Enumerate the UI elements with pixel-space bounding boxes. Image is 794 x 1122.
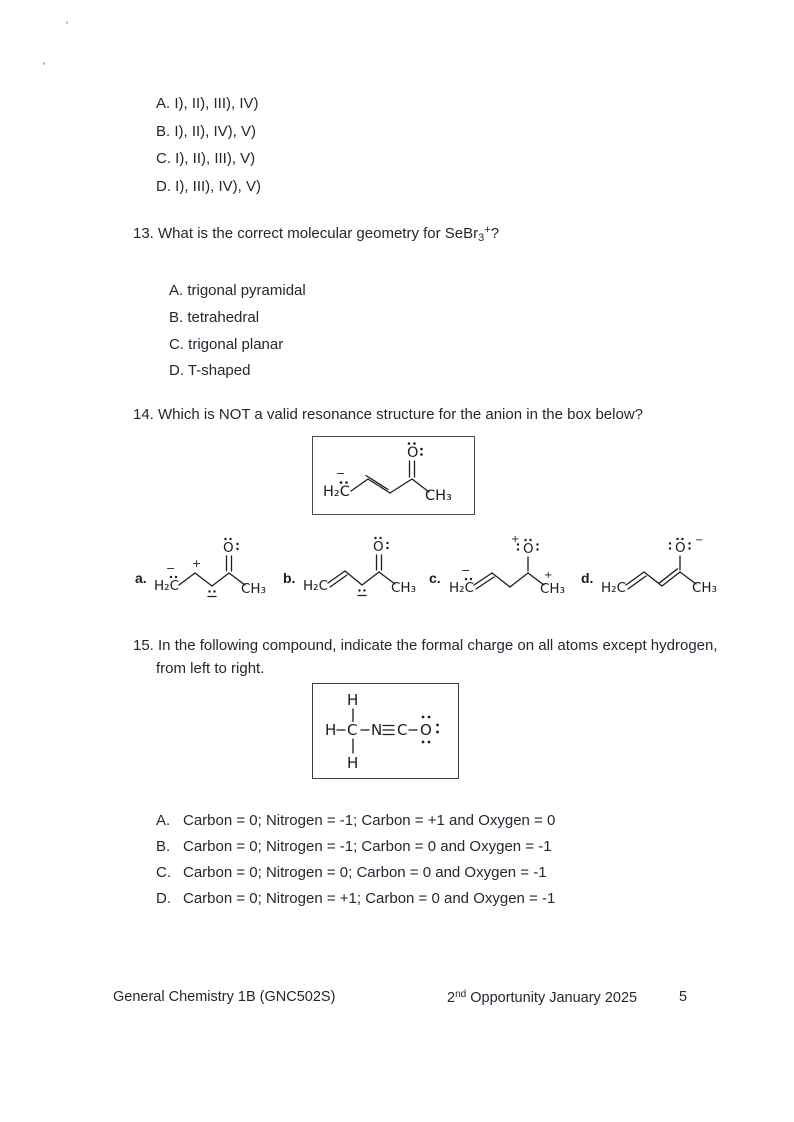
skeletal-bonds	[626, 556, 696, 589]
q14-option-c-letter: c.	[429, 570, 441, 586]
q12-option-d: D. I), III), IV), V)	[156, 177, 261, 195]
q15-option-b-letter: B.	[156, 838, 171, 855]
q14-option-a-structure	[152, 534, 280, 606]
skeletal-bonds	[351, 461, 429, 493]
footer-exam-number: 2	[447, 990, 456, 1006]
footer-page-number: 5	[679, 989, 688, 1005]
question-15-text-line2: from left to right.	[156, 660, 265, 677]
question-13-text	[133, 224, 499, 244]
charge-minus: −	[166, 562, 176, 575]
q15-option-c	[156, 864, 547, 881]
atom-label-h2c: H₂C	[154, 578, 179, 594]
atom-label-h-left: H	[325, 721, 337, 739]
q15-option-d-letter: D.	[156, 890, 171, 907]
q12-option-a: A. I), II), III), IV)	[156, 95, 259, 112]
q15-option-b	[156, 838, 552, 855]
q14-option-d-letter: d.	[581, 570, 594, 586]
q14-anion-box	[312, 436, 475, 515]
q15-option-c-letter: C.	[156, 864, 171, 881]
q13-text-suffix: ?	[490, 225, 500, 242]
atom-label-h2c: H₂C	[601, 580, 626, 596]
footer-exam-ordinal: nd	[455, 989, 467, 1000]
atom-label-ch3: CH₃	[425, 488, 452, 504]
skeletal-bonds	[474, 557, 544, 589]
q15-compound-box	[312, 683, 459, 779]
q15-option-d	[156, 890, 555, 907]
q14-option-c-structure	[447, 534, 579, 606]
charge-minus: −	[461, 564, 471, 577]
atom-label-o: O	[407, 445, 419, 461]
charge-minus: −	[336, 467, 346, 480]
atom-label-o: O	[675, 540, 686, 556]
scan-speck	[66, 21, 68, 24]
question-14-text: 14. Which is NOT a valid resonance structure for the anion in the box below?	[133, 406, 643, 423]
question-13-options	[169, 278, 306, 385]
q15-option-d-text: Carbon = 0; Nitrogen = +1; Carbon = 0 and Oxygen = -1	[183, 890, 556, 907]
atom-label-o: O	[523, 541, 534, 557]
charge-plus: +	[192, 557, 202, 570]
q13-option-a: A. trigonal pyramidal	[169, 282, 306, 299]
question-12-options	[156, 90, 261, 200]
q13-option-c: C. trigonal planar	[169, 335, 284, 353]
atom-label-ch3: CH₃	[391, 580, 416, 596]
skeletal-bonds	[179, 556, 245, 597]
q13-option-d: D. T-shaped	[169, 362, 251, 380]
q12-option-c: C. I), II), III), V)	[156, 150, 256, 168]
q12-option-b: B. I), II), IV), V)	[156, 122, 257, 140]
q14-anion-structure	[313, 437, 474, 514]
footer-exam-label	[447, 989, 637, 1006]
q13-formula-superscript: +	[484, 224, 491, 236]
oxygen-charge-plus: +	[511, 534, 520, 545]
q15-lewis-structure	[313, 684, 458, 778]
ch3-charge-plus: +	[544, 570, 553, 581]
q13-text-main: 13. What is the correct molecular geometry for SeBr	[133, 225, 479, 242]
atom-label-h2c: H₂C	[449, 580, 474, 596]
q14-option-d-structure	[599, 534, 719, 606]
scan-speck	[43, 62, 45, 65]
atom-label-o: O	[420, 721, 432, 739]
atom-label-h2c: H₂C	[323, 484, 350, 500]
question-15-text-line1: 15. In the following compound, indicate the formal charge on all atoms except hydrogen,	[133, 637, 718, 654]
atom-label-ch3: CH₃	[692, 580, 717, 596]
atom-label-h2c: H₂C	[303, 578, 328, 594]
atom-label-c1: C	[347, 721, 358, 739]
footer-exam-rest: Opportunity January 2025	[466, 990, 638, 1006]
skeletal-bonds	[328, 555, 395, 596]
footer-course-label: General Chemistry 1B (GNC502S)	[113, 989, 336, 1005]
atom-label-h-top: H	[347, 691, 359, 709]
q15-option-b-text: Carbon = 0; Nitrogen = -1; Carbon = 0 and Oxygen = -1	[183, 838, 552, 855]
atom-label-ch3: CH₃	[241, 581, 266, 597]
q14-option-a-letter: a.	[135, 570, 147, 586]
oxygen-charge-minus: −	[695, 535, 704, 546]
q15-option-a-text: Carbon = 0; Nitrogen = -1; Carbon = +1 and Oxygen = 0	[183, 812, 556, 829]
q15-option-a-letter: A.	[156, 812, 171, 829]
atom-label-o: O	[223, 540, 234, 556]
q15-option-a	[156, 812, 555, 829]
atom-label-n: N	[371, 721, 383, 739]
q15-option-c-text: Carbon = 0; Nitrogen = 0; Carbon = 0 and Oxygen = -1	[183, 864, 547, 881]
atom-label-h-bottom: H	[347, 754, 359, 772]
atom-label-o: O	[373, 539, 384, 555]
atom-label-ch3: CH₃	[540, 581, 565, 597]
atom-label-c2: C	[397, 721, 408, 739]
q14-option-b-letter: b.	[283, 570, 296, 586]
q13-formula-subscript: 3	[478, 232, 485, 244]
q14-option-b-structure	[301, 534, 426, 606]
q13-option-b: B. tetrahedral	[169, 308, 260, 326]
